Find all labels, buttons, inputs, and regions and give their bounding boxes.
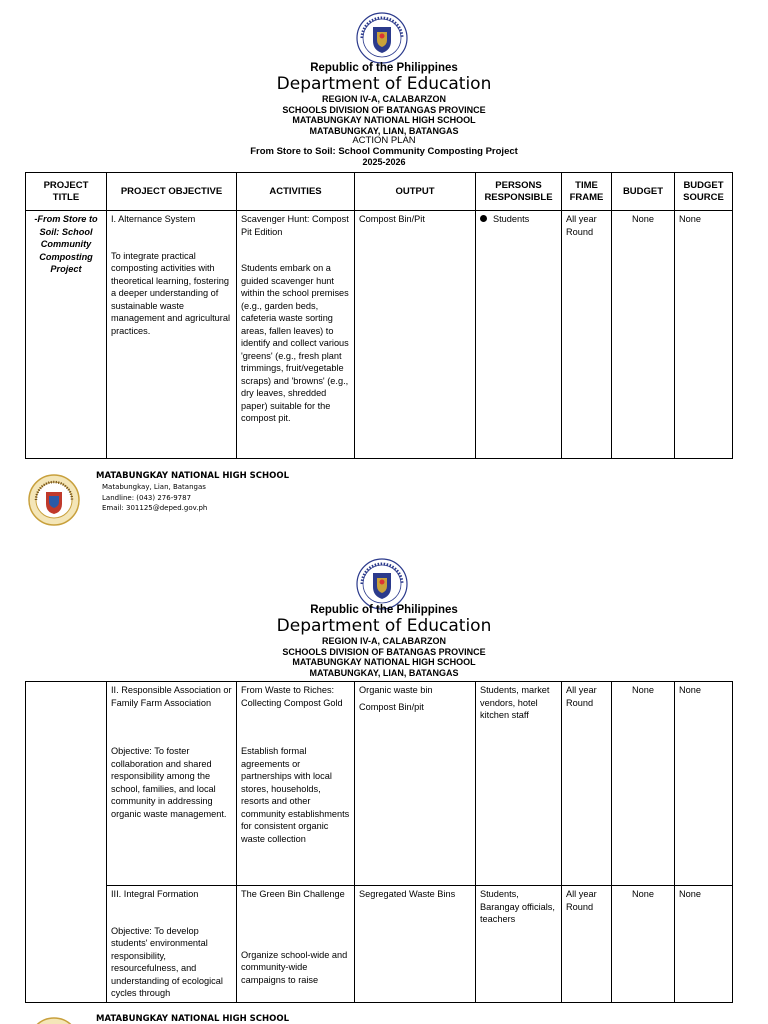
footer-school-name: MATABUNGKAY NATIONAL HIGH SCHOOL xyxy=(96,1014,289,1024)
school-year: 2025-2026 xyxy=(362,157,406,167)
project-line: From Store to Soil: School Community Composting Project xyxy=(250,145,518,157)
activity-text: Organize school-wide and community-wide campaigns to raise xyxy=(241,949,348,985)
table-row xyxy=(26,886,733,1003)
time-frame-cell: All year Round xyxy=(562,886,612,1003)
location-label: MATABUNGKAY, LIAN, BATANGAS xyxy=(309,125,459,136)
budget-cell: None xyxy=(612,886,675,1003)
col-output: OUTPUT xyxy=(355,173,476,211)
footer-text xyxy=(96,470,289,514)
objective-text: To integrate practical composting activities with theoretical learning, fostering a deeper understanding of sustainable waste management and agricultural practices. xyxy=(111,250,230,336)
footer-email: Email: 301125@deped.gov.ph xyxy=(102,504,208,512)
action-plan-table-continued xyxy=(25,681,733,1003)
division-label: SCHOOLS DIVISION OF BATANGAS PROVINCE xyxy=(282,104,486,115)
objective-text: Objective: To develop students' environmental responsibility, resourcefulness, and understanding of ecological cycles through xyxy=(111,925,223,998)
budget-source-cell: None xyxy=(675,682,733,886)
bullet-icon xyxy=(480,215,487,222)
objective-cell xyxy=(107,886,237,1003)
department-label: Department of Education xyxy=(276,616,492,636)
activity-title: The Green Bin Challenge xyxy=(241,889,345,899)
time-frame-cell: All year Round xyxy=(562,211,612,459)
project-title-cell: -From Store to Soil: School Community Composting Project xyxy=(26,211,107,459)
footer-text xyxy=(96,1013,289,1024)
col-project-objective: PROJECT OBJECTIVE xyxy=(107,173,237,211)
persons-cell: Students, Barangay officials, teachers xyxy=(476,886,562,1003)
school-logo-icon xyxy=(28,474,80,526)
col-activities: ACTIVITIES xyxy=(237,173,355,211)
objective-text: Objective: To foster collaboration and shared responsibility among the school, families, and local community in addressing organic waste management. xyxy=(111,746,227,819)
footer-landline: Landline: (043) 276-9787 xyxy=(102,493,192,502)
budget-cell: None xyxy=(612,682,675,886)
activity-cell xyxy=(237,682,355,886)
school-label: MATABUNGKAY NATIONAL HIGH SCHOOL xyxy=(292,657,476,667)
action-plan-table xyxy=(25,172,733,459)
col-persons-responsible: PERSONS RESPONSIBLE xyxy=(476,173,562,211)
activity-title: Scavenger Hunt: Compost Pit Edition xyxy=(241,214,349,237)
activity-title: From Waste to Riches: Collecting Compost Gold xyxy=(241,685,343,708)
document-header xyxy=(0,61,768,168)
col-project-title: PROJECT TITLE xyxy=(26,173,107,211)
persons-cell: Students, market vendors, hotel kitchen staff xyxy=(476,682,562,886)
location-label: MATABUNGKAY, LIAN, BATANGAS xyxy=(309,667,459,678)
department-label: Department of Education xyxy=(276,74,492,94)
activity-cell xyxy=(237,886,355,1003)
region-label: REGION IV-A, CALABARZON xyxy=(321,94,446,104)
persons-text: Students xyxy=(493,214,530,224)
table-row xyxy=(26,211,733,459)
objective-title: II. Responsible Association or Family Farm Association xyxy=(111,685,232,708)
time-frame-cell: All year Round xyxy=(562,682,612,886)
republic-label: Republic of the Philippines xyxy=(310,604,458,616)
region-label: REGION IV-A, CALABARZON xyxy=(321,636,446,646)
objective-cell xyxy=(107,211,237,459)
output-cell: Segregated Waste Bins xyxy=(355,886,476,1003)
document-header xyxy=(0,603,768,678)
footer-address: Matabungkay, Lian, Batangas xyxy=(102,483,206,491)
col-budget: BUDGET xyxy=(612,173,675,211)
output-cell xyxy=(355,682,476,886)
activity-cell xyxy=(237,211,355,459)
persons-cell xyxy=(476,211,562,459)
table-header-row xyxy=(26,173,733,211)
objective-title: I. Alternance System xyxy=(111,214,196,224)
doc-type-label: ACTION PLAN xyxy=(352,135,416,146)
budget-cell: None xyxy=(612,211,675,459)
school-logo-icon xyxy=(28,1017,80,1024)
col-time-frame: TIME FRAME xyxy=(562,173,612,211)
deped-seal-icon xyxy=(356,12,408,64)
project-title-cell-empty xyxy=(26,682,107,1003)
school-label: MATABUNGKAY NATIONAL HIGH SCHOOL xyxy=(292,115,476,125)
budget-source-cell: None xyxy=(675,886,733,1003)
table-row xyxy=(26,682,733,886)
activity-text: Students embark on a guided scavenger hunt within the school premises (e.g., garden beds, cafeteria waste sorting areas, fallen leaves) to identify and collect various 'greens' (e.g., fresh plant trimmings, fruit/vegetable scraps) and 'browns' (e.g., dry leaves, shredded paper) suitable for the compost pit. xyxy=(241,263,349,423)
col-budget-source: BUDGET SOURCE xyxy=(675,173,733,211)
division-label: SCHOOLS DIVISION OF BATANGAS PROVINCE xyxy=(282,646,486,657)
output-cell: Compost Bin/Pit xyxy=(355,211,476,459)
footer-school-name: MATABUNGKAY NATIONAL HIGH SCHOOL xyxy=(96,471,289,481)
output-item: Organic waste bin xyxy=(359,685,433,695)
objective-cell xyxy=(107,682,237,886)
republic-label: Republic of the Philippines xyxy=(310,62,458,74)
activity-text: Establish formal agreements or partnerships with local stores, households, resorts and other community establishments for consistent organic waste collection xyxy=(241,746,350,844)
budget-source-cell: None xyxy=(675,211,733,459)
output-item: Compost Bin/pit xyxy=(359,701,424,712)
objective-title: III. Integral Formation xyxy=(111,889,199,899)
